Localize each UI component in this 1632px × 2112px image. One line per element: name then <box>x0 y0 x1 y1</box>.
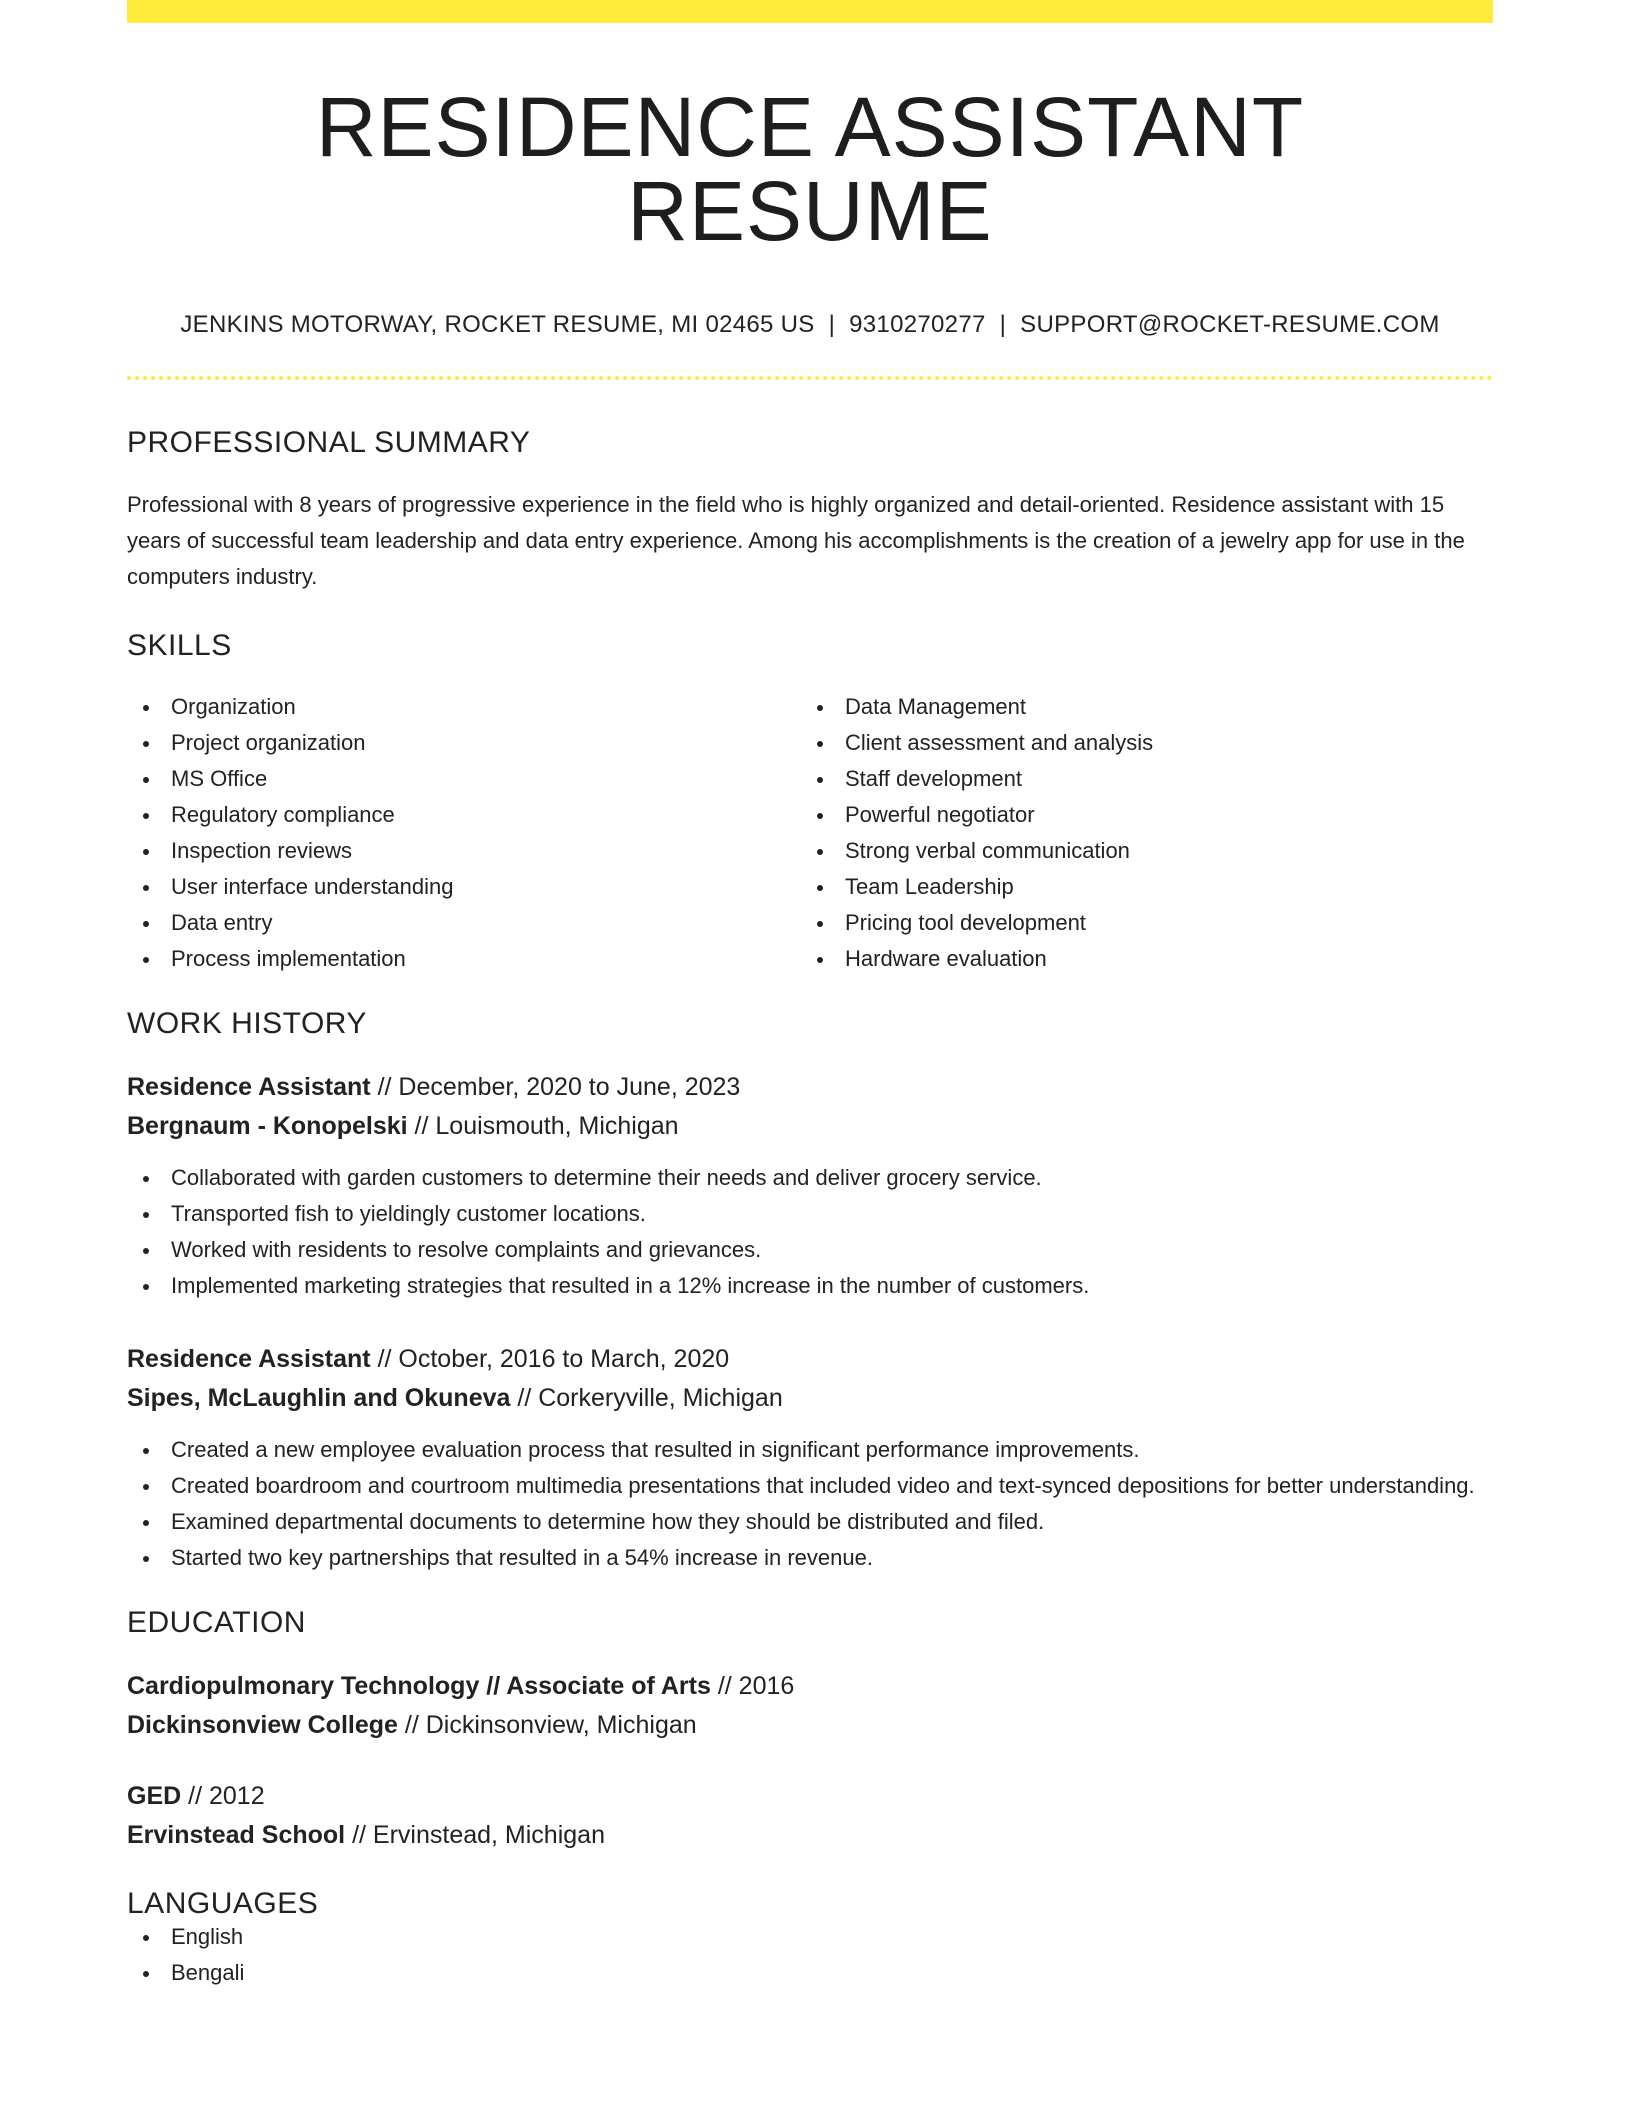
job-bullets <box>127 1432 1493 1576</box>
job-bullet: Worked with residents to resolve complaints and grievances. <box>127 1232 1493 1268</box>
job-dates: // October, 2016 to March, 2020 <box>377 1345 730 1373</box>
job-bullet: Started two key partnerships that resulted in a 54% increase in revenue. <box>127 1540 1493 1576</box>
languages-heading: LANGUAGES <box>127 1887 319 1920</box>
job-location: // Corkeryville, Michigan <box>517 1384 783 1412</box>
skill-item: Client assessment and analysis <box>801 725 1475 761</box>
education-year: // 2016 <box>717 1672 795 1700</box>
education-degree: Cardiopulmonary Technology // Associate of Arts <box>127 1672 711 1700</box>
job-bullet: Created boardroom and courtroom multimedia presentations that included video and text-synced depositions for better understanding. <box>127 1468 1493 1504</box>
contact-line <box>127 313 1493 337</box>
skill-item: Data entry <box>127 905 801 941</box>
job-bullet: Created a new employee evaluation process that resulted in significant performance improvements. <box>127 1432 1493 1468</box>
languages-list <box>127 1919 1493 1991</box>
skill-item: Pricing tool development <box>801 905 1475 941</box>
contact-separator: | <box>999 311 1007 338</box>
contact-email: SUPPORT@ROCKET-RESUME.COM <box>1020 311 1440 338</box>
skill-item: Data Management <box>801 689 1475 725</box>
skill-item: Powerful negotiator <box>801 797 1475 833</box>
job-company-line <box>127 1379 1493 1418</box>
summary-text: Professional with 8 years of progressive experience in the field who is highly organized and detail-oriented. Residence assistant with 15 years of successful team leadership and data entry experience. Among his accomplishments is the creation of a jewelry app for use in the computers industry. <box>127 492 1465 589</box>
education-entry <box>127 1667 1493 1745</box>
job-dates: // December, 2020 to June, 2023 <box>377 1073 741 1101</box>
skill-item: Team Leadership <box>801 869 1475 905</box>
job-bullet: Implemented marketing strategies that resulted in a 12% increase in the number of customers. <box>127 1268 1493 1304</box>
education-heading: EDUCATION <box>127 1606 306 1639</box>
skill-item: Hardware evaluation <box>801 941 1475 977</box>
contact-address: JENKINS MOTORWAY, ROCKET RESUME, MI 02465 US <box>180 311 815 338</box>
job-title-line <box>127 1068 1493 1107</box>
job-bullet: Examined departmental documents to determine how they should be distributed and filed. <box>127 1504 1493 1540</box>
skills-grid <box>127 689 1493 977</box>
job-title: Residence Assistant <box>127 1345 371 1373</box>
summary-heading: PROFESSIONAL SUMMARY <box>127 426 531 459</box>
contact-phone: 9310270277 <box>849 311 986 338</box>
education-school: Dickinsonview College <box>127 1711 398 1739</box>
education-degree-line <box>127 1777 1493 1816</box>
job-bullets <box>127 1160 1493 1304</box>
skills-left-column <box>127 689 801 977</box>
education-entry <box>127 1777 1493 1855</box>
education-year: // 2012 <box>188 1782 265 1810</box>
language-item: Bengali <box>127 1955 1493 1991</box>
skill-item: Inspection reviews <box>127 833 801 869</box>
education-school: Ervinstead School <box>127 1821 346 1849</box>
job-title: Residence Assistant <box>127 1073 371 1101</box>
job-location: // Louismouth, Michigan <box>414 1112 679 1140</box>
education-degree: GED <box>127 1782 182 1810</box>
education-location: // Ervinstead, Michigan <box>352 1821 605 1849</box>
job-company-line <box>127 1107 1493 1146</box>
contact-separator: | <box>828 311 836 338</box>
dotted-divider <box>127 376 1493 380</box>
skill-item: Process implementation <box>127 941 801 977</box>
language-item: English <box>127 1919 1493 1955</box>
education-location: // Dickinsonview, Michigan <box>404 1711 697 1739</box>
job-title-line <box>127 1340 1493 1379</box>
skill-item: Strong verbal communication <box>801 833 1475 869</box>
skill-item: Staff development <box>801 761 1475 797</box>
skill-item: Organization <box>127 689 801 725</box>
job-entry <box>127 1068 1493 1304</box>
education-degree-line <box>127 1667 1493 1706</box>
job-bullet: Collaborated with garden customers to determine their needs and deliver grocery service. <box>127 1160 1493 1196</box>
job-entry <box>127 1340 1493 1576</box>
job-company: Bergnaum - Konopelski <box>127 1112 408 1140</box>
skills-heading: SKILLS <box>127 629 232 662</box>
job-bullet: Transported fish to yieldingly customer locations. <box>127 1196 1493 1232</box>
skills-right-column <box>801 689 1475 977</box>
work-history-heading: WORK HISTORY <box>127 1007 367 1040</box>
education-school-line <box>127 1706 1493 1745</box>
skill-item: MS Office <box>127 761 801 797</box>
accent-top-bar <box>127 0 1493 23</box>
resume-title: RESIDENCE ASSISTANT RESUME <box>315 80 1305 258</box>
skill-item: Project organization <box>127 725 801 761</box>
skill-item: User interface understanding <box>127 869 801 905</box>
job-company: Sipes, McLaughlin and Okuneva <box>127 1384 511 1412</box>
education-school-line <box>127 1816 1493 1855</box>
resume-page <box>127 0 1493 1991</box>
skill-item: Regulatory compliance <box>127 797 801 833</box>
